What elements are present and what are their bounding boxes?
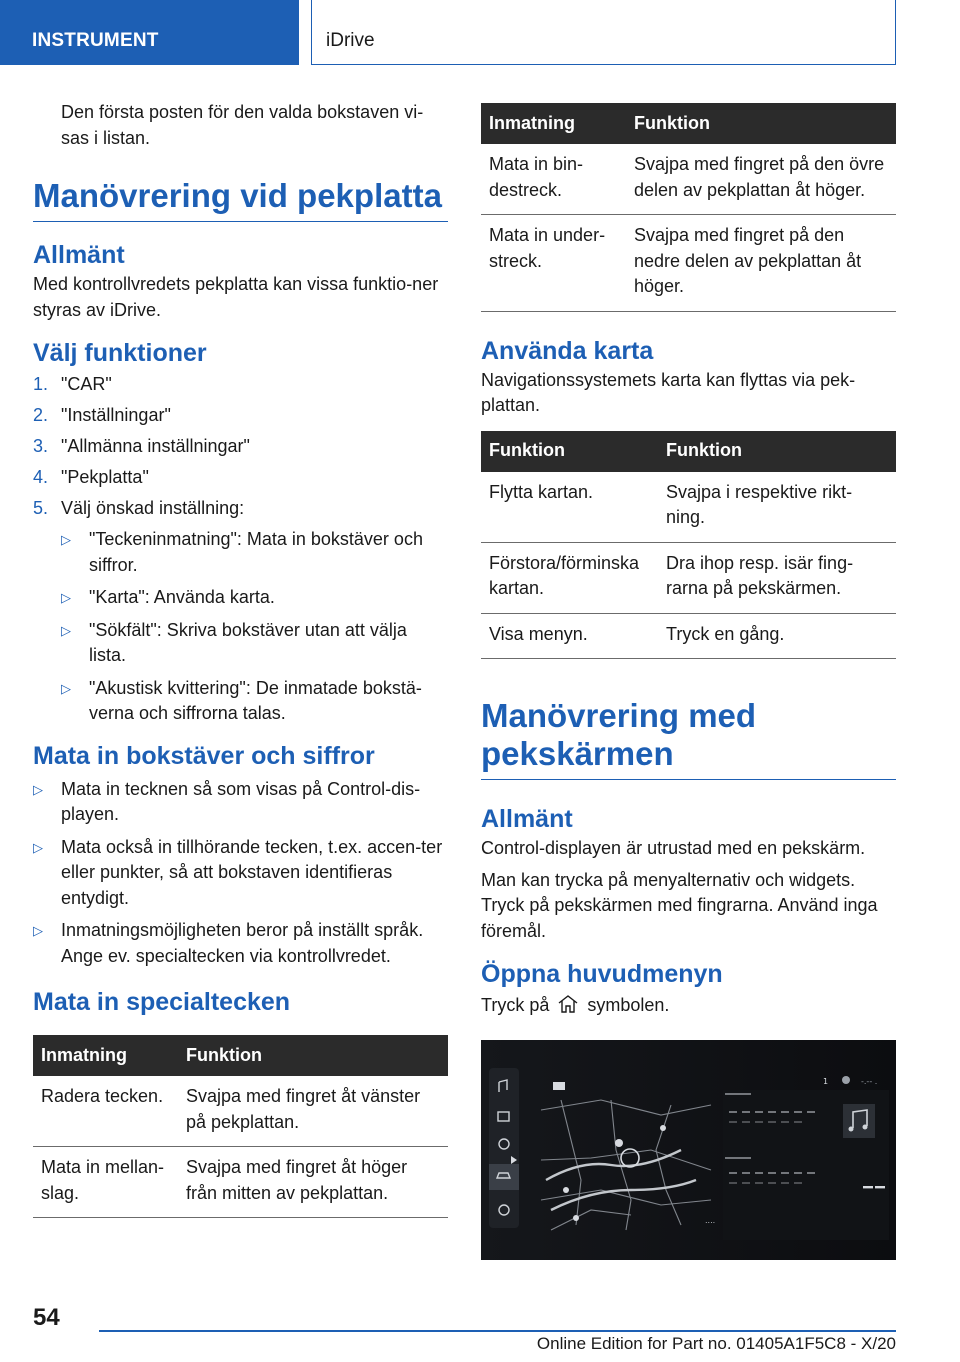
table-header-row — [481, 103, 896, 144]
heading-mata-in-bokstaver: Mata in bokstäver och siffror — [33, 741, 375, 770]
steps-list — [33, 372, 448, 727]
table-row — [481, 144, 896, 215]
table-cell: Mata in mellan-slag. — [33, 1147, 178, 1218]
table-header-cell: Inmatning — [33, 1035, 178, 1076]
heading-allmant-1: Allmänt — [33, 241, 125, 269]
triangle-bullet-icon: ▷ — [61, 680, 71, 696]
table-header-cell: Inmatning — [481, 103, 626, 144]
table-cell: Mata in bin-destreck. — [481, 144, 626, 215]
table-cell: Dra ihop resp. isär fing-rarna på pekskärmen. — [658, 542, 896, 613]
tryck-text: Tryck på symbolen. — [481, 995, 670, 1015]
allmant-text-2a: Control-displayen är utrustad med en pekskärm. — [481, 838, 866, 858]
triangle-bullet-icon: ▷ — [33, 839, 43, 855]
special-table — [33, 1035, 448, 1218]
header-chapter-tab — [311, 0, 896, 65]
table-cell: Mata in under-streck. — [481, 215, 626, 312]
table-cell: Svajpa med fingret på den nedre delen av pekplattan åt höger. — [626, 215, 896, 312]
triangle-bullet-icon: ▷ — [61, 532, 71, 547]
list-item: 3. "Allmänna inställningar" — [33, 436, 250, 456]
list-item: ▷ "Sökfält": Skriva bokstäver utan att välja lista. — [61, 618, 448, 669]
table-header-row — [33, 1035, 448, 1076]
table-row — [481, 613, 896, 659]
header-section-label: INSTRUMENT — [32, 30, 159, 51]
svg-text:....: .... — [705, 1216, 716, 1225]
heading-oppna-huvudmenyn: Öppna huvudmenyn — [481, 960, 723, 988]
intro-text: Den första posten för den valda bokstaven vi-sas i listan. — [61, 102, 424, 148]
triangle-bullet-icon: ▷ — [61, 622, 71, 638]
page-number: 54 — [33, 1304, 60, 1331]
svg-text:-.-- .: -.-- . — [861, 1077, 878, 1086]
heading-valj-funktioner: Välj funktioner — [33, 339, 207, 367]
home-icon — [557, 994, 579, 1014]
right-column — [481, 103, 896, 1019]
heading-pekplatta: Manövrering vid pekplatta — [33, 177, 448, 222]
control-display-illustration — [481, 1040, 896, 1260]
karta-table — [481, 431, 896, 660]
table-cell: Svajpa i respektive rikt-ning. — [658, 472, 896, 543]
table-header-cell: Funktion — [481, 431, 658, 472]
list-item: ▷ "Karta": Använda karta. — [61, 585, 448, 611]
table-cell: Förstora/förminska kartan. — [481, 542, 658, 613]
heading-specialtecken: Mata in specialtecken — [33, 988, 291, 1016]
table-cell: Svajpa med fingret åt höger från mitten av pekplattan. — [178, 1147, 448, 1218]
table-header-row — [481, 431, 896, 472]
triangle-bullet-icon: ▷ — [61, 590, 71, 605]
table-header-cell: Funktion — [626, 103, 896, 144]
list-item: 5. Välj önskad inställning: — [33, 498, 245, 518]
list-item: ▷ "Akustisk kvittering": De inmatade bokstä-verna och siffrorna talas. — [61, 676, 448, 727]
allmant-text-1: Med kontrollvredets pekplatta kan vissa funktio-ner styras av iDrive. — [33, 274, 439, 320]
left-column — [33, 100, 448, 1218]
table-cell: Svajpa med fingret på den övre delen av pekplattan åt höger. — [626, 144, 896, 215]
list-item: ▷ Mata in tecknen så som visas på Control-dis-playen. — [33, 777, 448, 828]
table-header-cell: Funktion — [658, 431, 896, 472]
allmant-text-2b: Man kan trycka på menyalternativ och widgets. Tryck på pekskärmen med fingrarna. Använd inga föremål. — [481, 869, 878, 941]
table-cell: Tryck en gång. — [658, 613, 896, 659]
control-display-image — [481, 1040, 896, 1260]
table-cell: Radera tecken. — [33, 1076, 178, 1147]
list-item: ▷ "Teckeninmatning": Mata in bokstäver och siffror. — [61, 527, 448, 578]
list-item: 4. "Pekplatta" — [33, 467, 149, 487]
table-row — [481, 472, 896, 543]
list-item: ▷ Inmatningsmöjligheten beror på inställt språk. Ange ev. specialtecken via kontrollvredet. — [33, 918, 448, 969]
header-section-tab — [0, 0, 299, 65]
table-row — [481, 215, 896, 312]
karta-text: Navigationssystemets karta kan flyttas via pek-plattan. — [481, 369, 856, 415]
footer-divider — [99, 1330, 896, 1332]
table-row — [33, 1147, 448, 1218]
header-chapter-label: iDrive — [326, 30, 375, 51]
list-item: 1. "CAR" — [33, 374, 112, 394]
list-item: 2. "Inställningar" — [33, 405, 171, 425]
footer-edition: Online Edition for Part no. 01405A1F5C8 - X/20 — [536, 1334, 896, 1353]
table-cell: Svajpa med fingret åt vänster på pekplattan. — [178, 1076, 448, 1147]
triangle-bullet-icon: ▷ — [33, 781, 43, 797]
table-row — [481, 542, 896, 613]
table-row — [33, 1076, 448, 1147]
heading-allmant-2: Allmänt — [481, 805, 573, 833]
substeps-list — [33, 527, 448, 727]
table-cell: Visa menyn. — [481, 613, 658, 659]
triangle-bullet-icon: ▷ — [33, 923, 43, 938]
heading-anvanda-karta: Använda karta — [481, 336, 654, 365]
mata-bullets — [33, 777, 448, 970]
list-item: ▷ Mata också in tillhörande tecken, t.ex. accen-ter eller punkter, så att bokstaven identifieras entydigt. — [33, 835, 448, 912]
svg-text:1: 1 — [823, 1077, 829, 1086]
table-header-cell: Funktion — [178, 1035, 448, 1076]
underscore-table — [481, 103, 896, 312]
table-cell: Flytta kartan. — [481, 472, 658, 543]
heading-pekskarmen: Manövrering med pekskärmen — [481, 697, 896, 780]
